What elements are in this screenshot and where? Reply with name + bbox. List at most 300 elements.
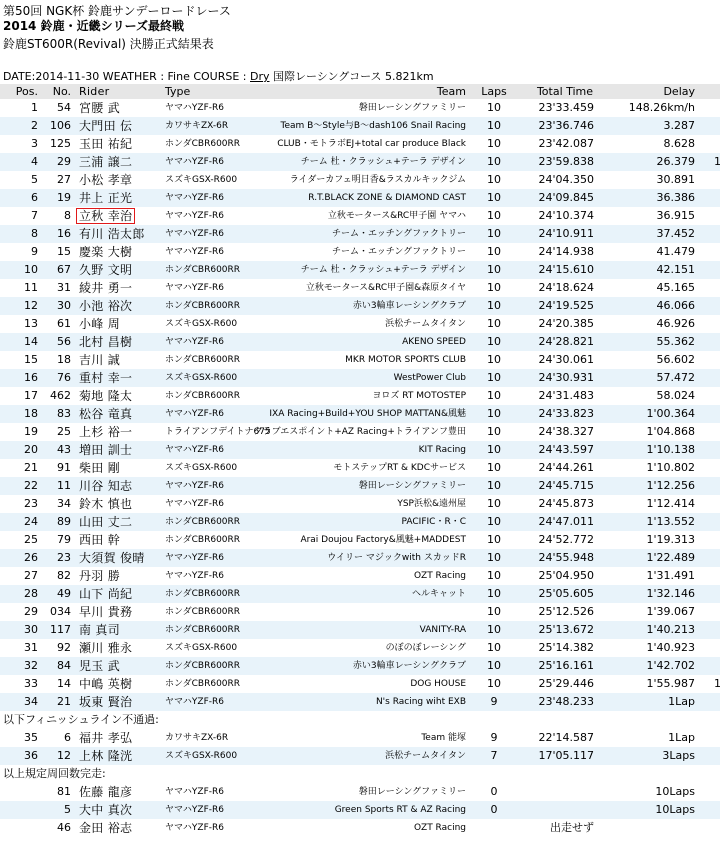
cell-type: ホンダCBR600RR [165, 535, 241, 545]
cell-laps: 10 [487, 623, 501, 636]
table-row [0, 657, 720, 675]
cell-type: ホンダCBR600RR [165, 589, 241, 599]
cell-laps: 10 [487, 209, 501, 222]
cell-team: 赤い3輪車レーシングクラブ [352, 661, 466, 671]
cell-pos: 19 [24, 425, 38, 438]
cell-no: 56 [57, 335, 71, 348]
cell-rider: 松谷 竜真 [79, 407, 133, 421]
cell-rider: 川谷 知志 [79, 479, 133, 493]
cell-laps: 10 [487, 335, 501, 348]
cell-rider: 南 真司 [79, 623, 121, 637]
cell-delay: 148.26km/h [628, 101, 695, 114]
cell-no: 76 [57, 371, 71, 384]
table-row [0, 729, 720, 747]
cell-laps: 10 [487, 317, 501, 330]
table-row [0, 423, 720, 441]
cell-laps: 10 [487, 299, 501, 312]
cell-laps: 10 [487, 461, 501, 474]
table-row [0, 297, 720, 315]
cell-pos: 25 [24, 533, 38, 546]
cell-team: 磐田レーシングファミリー [358, 481, 466, 491]
cell-type: スズキGSX-R600 [165, 751, 238, 761]
cell-type: ヤマハYZF-R6 [165, 823, 224, 833]
cell-laps: 10 [487, 407, 501, 420]
cell-delay: 41.479 [656, 245, 695, 258]
table-row [0, 459, 720, 477]
cell-type: スズキGSX-R600 [165, 463, 238, 473]
cell-no: 14 [57, 677, 71, 690]
table-row [0, 117, 720, 135]
cell-type: スズキGSX-R600 [165, 373, 238, 383]
cell-no: 46 [57, 821, 71, 834]
cell-total: 25'05.605 [538, 587, 594, 600]
cell-team: YSP浜松&遠州屋 [397, 499, 466, 509]
cell-delay: 57.472 [656, 371, 695, 384]
cell-laps: 10 [487, 119, 501, 132]
table-row [0, 405, 720, 423]
cell-no: 19 [57, 191, 71, 204]
cell-type: ホンダCBR600RR [165, 625, 241, 635]
cell-laps: 10 [487, 479, 501, 492]
table-row [0, 369, 720, 387]
cell-rider: 山下 尚紀 [79, 587, 133, 601]
cell-rider: 大中 真次 [79, 803, 133, 817]
cell-no: 79 [57, 533, 71, 546]
cell-team: DOG HOUSE [410, 679, 466, 689]
cell-pos: 27 [24, 569, 38, 582]
cell-pos: 34 [24, 695, 38, 708]
cell-team: チーム 杜・クラッシュ+テーラ デザイン [300, 157, 466, 167]
cell-delay: 46.066 [656, 299, 695, 312]
cell-type: ヤマハYZF-R6 [165, 445, 224, 455]
cell-type: トライアンフデイトナ675 [165, 427, 271, 437]
cell-pos: 29 [24, 605, 38, 618]
cell-team: KIT Racing [418, 445, 466, 455]
cell-laps: 10 [487, 641, 501, 654]
cell-type: ヤマハYZF-R6 [165, 193, 224, 203]
cell-no: 5 [64, 803, 71, 816]
cell-team: IXA Racing+Build+YOU SHOP MATTAN&風魅 [269, 409, 466, 419]
cell-type: ヤマハYZF-R6 [165, 787, 224, 797]
cell-laps: 10 [487, 443, 501, 456]
cell-no: 61 [57, 317, 71, 330]
cell-type: ホンダCBR600RR [165, 607, 241, 617]
cell-delay: 1'04.868 [646, 425, 695, 438]
cell-total: 24'44.261 [538, 461, 594, 474]
cell-pos: 20 [24, 443, 38, 456]
col-delay: Delay [663, 85, 695, 98]
cell-team: 浜松チームタイタン [385, 319, 466, 329]
cell-team: クラブエスポイント+AZ Racing+トライアンフ豊田 [253, 427, 466, 437]
cell-extra: 1 [714, 677, 721, 690]
cell-delay: 1'42.702 [646, 659, 695, 672]
cell-type: ホンダCBR600RR [165, 301, 241, 311]
cell-laps: 10 [487, 551, 501, 564]
cell-rider: 大須賀 俊晴 [79, 551, 145, 565]
cell-delay: 1'40.923 [646, 641, 695, 654]
cell-rider: 重村 幸一 [79, 371, 133, 385]
cell-laps: 10 [487, 173, 501, 186]
cell-total: 23'33.459 [538, 101, 594, 114]
cell-type: ヤマハYZF-R6 [165, 553, 224, 563]
cell-no: 15 [57, 245, 71, 258]
cell-delay: 1'13.552 [646, 515, 695, 528]
cell-pos: 30 [24, 623, 38, 636]
table-row [0, 675, 720, 693]
cell-type: ヤマハYZF-R6 [165, 481, 224, 491]
cell-team: チーム・エッチングファクトリー [331, 229, 466, 239]
cell-total: 24'04.350 [538, 173, 594, 186]
cell-pos: 8 [31, 227, 38, 240]
cell-laps: 0 [490, 785, 498, 798]
results-unclassified [0, 783, 720, 837]
cell-rider: 丹羽 勝 [79, 569, 121, 583]
cell-type: ヤマハYZF-R6 [165, 211, 224, 221]
cell-pos: 36 [24, 749, 38, 762]
cell-team: PACIFIC・R・C [401, 517, 466, 527]
cell-no: 25 [57, 425, 71, 438]
cell-total: 24'09.845 [538, 191, 594, 204]
cell-pos: 32 [24, 659, 38, 672]
cell-total: 17'05.117 [538, 749, 594, 762]
section-unclassified [0, 765, 720, 783]
cell-rider: 小峰 周 [79, 317, 121, 331]
cell-type: ヤマハYZF-R6 [165, 157, 224, 167]
table-row [0, 819, 720, 837]
cell-no: 31 [57, 281, 71, 294]
cell-laps: 9 [490, 695, 498, 708]
cell-delay: 42.151 [656, 263, 695, 276]
cell-delay: 37.452 [656, 227, 695, 240]
cell-rider: 三浦 譲二 [79, 155, 133, 169]
cell-team: 赤い3輪車レーシングクラブ [352, 301, 466, 311]
cell-total: 24'15.610 [538, 263, 594, 276]
cell-delay: 8.628 [663, 137, 695, 150]
cell-rider: 宮腰 武 [79, 101, 121, 115]
cell-no: 8 [64, 209, 71, 222]
cell-laps: 10 [487, 371, 501, 384]
cell-pos: 35 [24, 731, 38, 744]
cell-delay: 1'12.414 [646, 497, 695, 510]
cell-no: 82 [57, 569, 71, 582]
cell-pos: 15 [24, 353, 38, 366]
cell-delay: 3Laps [662, 749, 695, 762]
table-row [0, 153, 720, 171]
cell-no: 125 [50, 137, 71, 150]
table-row [0, 549, 720, 567]
table-row [0, 747, 720, 765]
cell-total: 23'42.087 [538, 137, 594, 150]
cell-laps: 10 [487, 245, 501, 258]
table-row [0, 315, 720, 333]
results-no-finish [0, 729, 720, 765]
table-row [0, 477, 720, 495]
cell-laps: 10 [487, 353, 501, 366]
cell-total: 24'19.525 [538, 299, 594, 312]
cell-team: R.T.BLACK ZONE & DIAMOND CAST [308, 193, 466, 203]
cell-rider: 柴田 剛 [79, 461, 121, 475]
cell-laps: 10 [487, 137, 501, 150]
cell-no: 84 [57, 659, 71, 672]
cell-total: 24'30.061 [538, 353, 594, 366]
cell-rider: 吉川 誠 [79, 353, 121, 367]
cell-pos: 23 [24, 497, 38, 510]
cell-no: 6 [64, 731, 71, 744]
cell-team: VANITY-RA [419, 625, 466, 635]
cell-rider: 綾井 勇一 [79, 281, 133, 295]
col-no: No. [52, 85, 71, 98]
cell-laps: 10 [487, 425, 501, 438]
cell-delay: 45.165 [656, 281, 695, 294]
cell-laps: 10 [487, 281, 501, 294]
cell-type: ホンダCBR600RR [165, 661, 241, 671]
cell-delay: 1'55.987 [646, 677, 695, 690]
cell-no: 49 [57, 587, 71, 600]
cell-delay: 26.379 [656, 155, 695, 168]
cell-delay: 36.386 [656, 191, 695, 204]
cell-type: スズキGSX-R600 [165, 175, 238, 185]
table-row [0, 207, 720, 225]
col-pos: Pos. [15, 85, 38, 98]
cell-team: 浜松チームタイタン [385, 751, 466, 761]
cell-total: 22'14.587 [538, 731, 594, 744]
cell-team: チーム 杜・クラッシュ+テーラ デザイン [300, 265, 466, 275]
table-row [0, 135, 720, 153]
table-header [0, 84, 720, 99]
cell-rider: 児玉 武 [79, 659, 121, 673]
section-unclassified-label: 以上規定周回数完走: [3, 767, 106, 780]
cell-type: ヤマハYZF-R6 [165, 247, 224, 257]
cell-no: 462 [50, 389, 71, 402]
cell-total: 24'55.948 [538, 551, 594, 564]
cell-rider: 慶楽 大樹 [79, 245, 133, 259]
cell-laps: 10 [487, 497, 501, 510]
cell-team: ヘルキャット [411, 589, 466, 599]
cell-delay: 1Lap [668, 731, 695, 744]
col-team: Team [436, 85, 466, 98]
cell-delay: 58.024 [656, 389, 695, 402]
cell-team: OZT Racing [413, 571, 466, 581]
cell-total: 24'45.873 [538, 497, 594, 510]
cell-team: のぼのぼレーシング [385, 643, 466, 653]
cell-delay: 1'00.364 [646, 407, 695, 420]
cell-type: スズキGSX-R600 [165, 319, 238, 329]
cell-pos: 12 [24, 299, 38, 312]
cell-type: ホンダCBR600RR [165, 679, 241, 689]
cell-rider: 佐藤 龍彦 [79, 785, 133, 799]
cell-delay: 1'31.491 [646, 569, 695, 582]
cell-total: 24'47.011 [538, 515, 594, 528]
cell-team: Green Sports RT & AZ Racing [334, 805, 466, 815]
cell-team: AKENO SPEED [402, 337, 466, 347]
cell-delay: 1'32.146 [646, 587, 695, 600]
table-row [0, 693, 720, 711]
cell-delay: 1Lap [668, 695, 695, 708]
cell-total: 24'28.821 [538, 335, 594, 348]
table-row [0, 171, 720, 189]
table-row [0, 261, 720, 279]
cell-pos: 22 [24, 479, 38, 492]
cell-laps: 10 [487, 101, 501, 114]
cell-total: 24'38.327 [538, 425, 594, 438]
cell-pos: 13 [24, 317, 38, 330]
cell-rider: 瀬川 雅永 [79, 641, 133, 655]
cell-rider: 上杉 裕一 [79, 425, 133, 439]
cell-team: 立秋モータース&RC甲子園&森原タイヤ [305, 283, 466, 293]
table-row [0, 639, 720, 657]
cell-pos: 6 [31, 191, 38, 204]
cell-pos: 3 [31, 137, 38, 150]
cell-type: ホンダCBR600RR [165, 139, 241, 149]
cell-rider: 上林 隆洸 [79, 749, 133, 763]
cell-rider [79, 207, 159, 225]
cell-pos: 24 [24, 515, 38, 528]
cell-type: ヤマハYZF-R6 [165, 409, 224, 419]
cell-laps: 0 [490, 803, 498, 816]
cell-total: 25'12.526 [538, 605, 594, 618]
cell-team: WestPower Club [393, 373, 466, 383]
series-title: 2014 鈴鹿・近畿シリーズ最終戦 [3, 19, 184, 33]
cell-total: 24'31.483 [538, 389, 594, 402]
cell-laps: 10 [487, 515, 501, 528]
cell-delay: 3.287 [663, 119, 695, 132]
cell-team: Arai Doujou Factory&風魅+MADDEST [300, 535, 466, 545]
cell-no: 18 [57, 353, 71, 366]
cell-rider: 大門田 伝 [79, 119, 133, 133]
cell-total: 24'14.938 [538, 245, 594, 258]
table-row [0, 333, 720, 351]
cell-team: Team B～Style与B～dash106 Snail Racing [280, 121, 466, 131]
cell-laps: 10 [487, 227, 501, 240]
cell-no: 12 [57, 749, 71, 762]
cell-no: 23 [57, 551, 71, 564]
cell-type: ヤマハYZF-R6 [165, 571, 224, 581]
cell-total: 出走せず [550, 821, 594, 834]
cell-delay: 1'40.213 [646, 623, 695, 636]
cell-rider: 鈴木 慎也 [79, 497, 133, 511]
table-row [0, 189, 720, 207]
section-no-finish-label: 以下フィニッシュライン不通過: [3, 713, 159, 726]
cell-no: 54 [57, 101, 71, 114]
cell-total: 24'10.911 [538, 227, 594, 240]
cell-no: 81 [57, 785, 71, 798]
table-row [0, 351, 720, 369]
cell-pos: 7 [31, 209, 38, 222]
cell-laps: 10 [487, 155, 501, 168]
cell-team: 立秋モータース&RC甲子園 ヤマハ [327, 211, 466, 221]
cell-laps: 10 [487, 389, 501, 402]
cell-pos: 17 [24, 389, 38, 402]
cell-total: 24'52.772 [538, 533, 594, 546]
cell-total: 24'45.715 [538, 479, 594, 492]
cell-rider: 久野 文明 [79, 263, 133, 277]
cell-total: 24'18.624 [538, 281, 594, 294]
cell-rider: 早川 貴務 [79, 605, 133, 619]
table-row [0, 585, 720, 603]
cell-team: ウイリー マジックwith スカッドR [327, 553, 466, 563]
track-condition: Dry [250, 70, 270, 83]
table-row [0, 387, 720, 405]
cell-team: CLUB・モトラボEJ+total car produce Black [277, 139, 466, 149]
cell-no: 92 [57, 641, 71, 654]
cell-no: 34 [57, 497, 71, 510]
cell-delay: 1'22.489 [646, 551, 695, 564]
cell-laps: 10 [487, 191, 501, 204]
cell-pos: 9 [31, 245, 38, 258]
cell-total: 24'20.385 [538, 317, 594, 330]
cell-type: カワサキZX-6R [165, 121, 229, 131]
cell-total: 25'13.672 [538, 623, 594, 636]
cell-rider: 井上 正光 [79, 191, 133, 205]
cell-team: MKR MOTOR SPORTS CLUB [345, 355, 466, 365]
table-row [0, 531, 720, 549]
cell-rider: 金田 裕志 [79, 821, 133, 835]
cell-team: 磐田レーシングファミリー [358, 103, 466, 113]
cell-delay: 1'19.313 [646, 533, 695, 546]
cell-laps: 10 [487, 263, 501, 276]
section-no-finish [0, 711, 720, 729]
cell-type: ホンダCBR600RR [165, 517, 241, 527]
class-title: 鈴鹿ST600R(Revival) 決勝正式結果表 [3, 37, 214, 51]
cell-no: 11 [57, 479, 71, 492]
cell-total: 25'04.950 [538, 569, 594, 582]
cell-pos: 21 [24, 461, 38, 474]
cell-rider: 坂東 賢治 [79, 695, 133, 709]
cell-total: 25'14.382 [538, 641, 594, 654]
cell-total: 24'30.931 [538, 371, 594, 384]
cell-team: 磐田レーシングファミリー [358, 787, 466, 797]
cell-type: ヤマハYZF-R6 [165, 499, 224, 509]
cell-delay: 1'12.256 [646, 479, 695, 492]
cell-laps: 10 [487, 659, 501, 672]
cell-no: 27 [57, 173, 71, 186]
results-table [0, 84, 720, 837]
cell-type: ヤマハYZF-R6 [165, 805, 224, 815]
cell-delay: 46.926 [656, 317, 695, 330]
cell-laps: 10 [487, 677, 501, 690]
cell-no: 89 [57, 515, 71, 528]
cell-total: 25'29.446 [538, 677, 594, 690]
col-total-time: Total Time [536, 85, 594, 98]
cell-no: 43 [57, 443, 71, 456]
cell-pos: 10 [24, 263, 38, 276]
col-type: Type [165, 85, 191, 98]
event-title: 第50回 NGK杯 鈴鹿サンデーロードレース [3, 4, 231, 18]
cell-pos: 26 [24, 551, 38, 564]
table-row [0, 225, 720, 243]
cell-delay: 10Laps [655, 785, 695, 798]
cell-no: 21 [57, 695, 71, 708]
cell-pos: 4 [31, 155, 38, 168]
cell-team: OZT Racing [413, 823, 466, 833]
table-row [0, 243, 720, 261]
cell-no: 034 [50, 605, 71, 618]
race-info [3, 68, 434, 84]
cell-type: ヤマハYZF-R6 [165, 103, 224, 113]
cell-pos: 31 [24, 641, 38, 654]
cell-rider: 玉田 祐紀 [79, 137, 133, 151]
cell-no: 106 [50, 119, 71, 132]
cell-team: チーム・エッチングファクトリー [331, 247, 466, 257]
cell-delay: 1'10.802 [646, 461, 695, 474]
col-rider: Rider [79, 85, 110, 98]
course-name: 国際レーシングコース 5.821km [269, 70, 434, 83]
table-row [0, 495, 720, 513]
cell-team: ライダーカフェ明日香&ラスカルキックジム [289, 175, 466, 185]
cell-pos: 11 [24, 281, 38, 294]
cell-delay: 56.602 [656, 353, 695, 366]
cell-no: 67 [57, 263, 71, 276]
